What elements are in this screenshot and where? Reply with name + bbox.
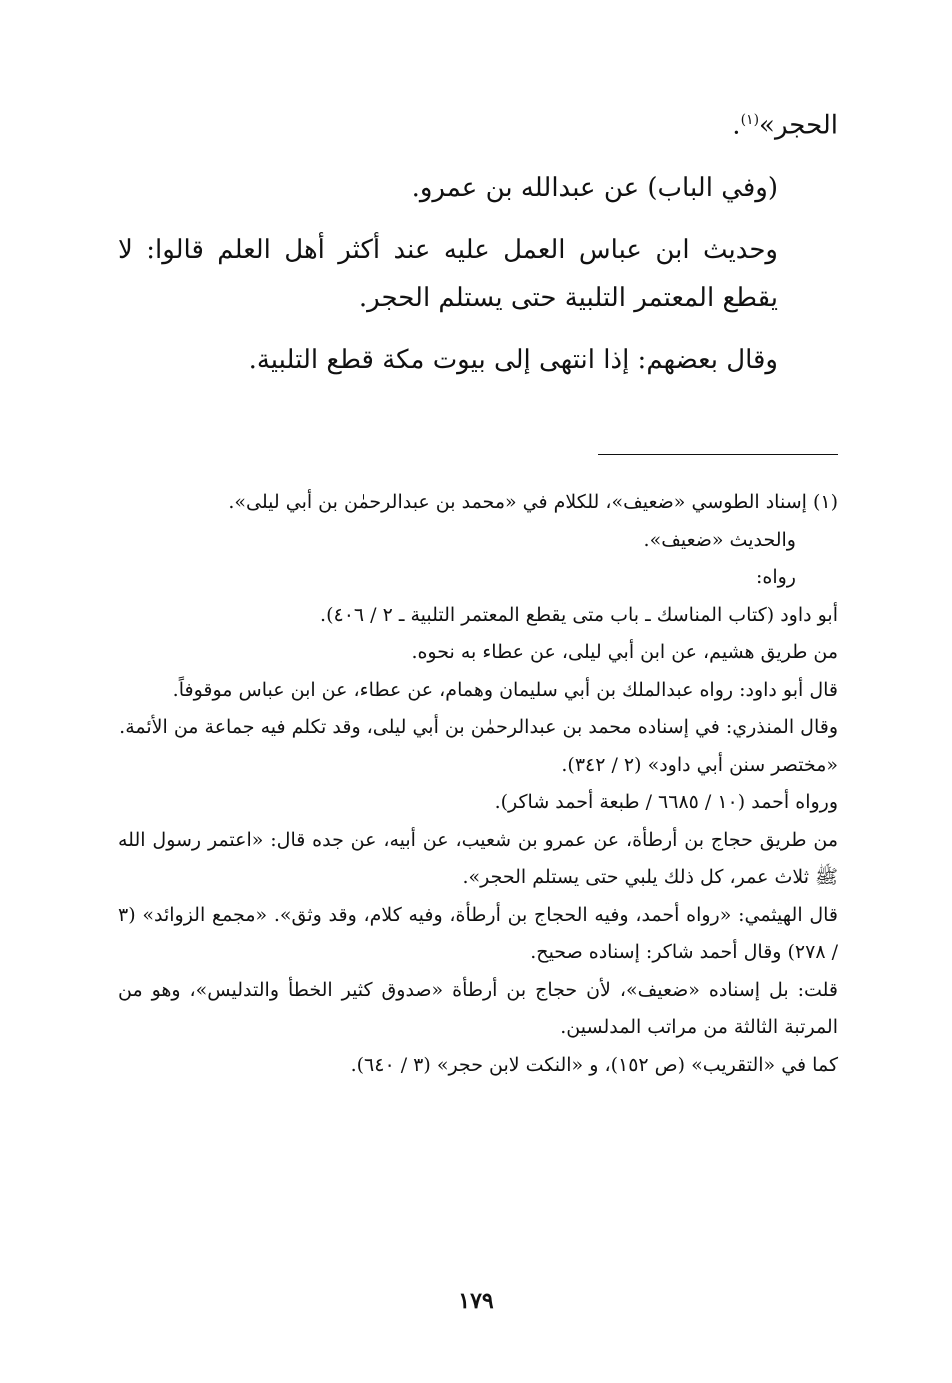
footnote-line: والحديث «ضعيف». [643,528,796,551]
footnote-line: قلت: بل إسناده «ضعيف»، لأن حجاج بن أرطأة «صدوق كثير الخطأ والتدليس»، وهو من المرتبة الثالثة من مراتب المدلسين. [118,978,838,1038]
footnote-line: من طريق هشيم، عن ابن أبي ليلى، عن عطاء به نحوه. [411,641,838,663]
main-text [118,96,838,384]
main-paragraph-qala: وقال بعضهم: إذا انتهى إلى بيوت مكة قطع التلبية. [248,344,778,375]
main-paragraph-bab: (وفي الباب) عن عبدالله بن عمرو. [411,172,778,203]
page-number: ١٧٩ [458,1288,494,1314]
footnote-divider [598,454,838,455]
main-line-1 [118,96,838,150]
main-line-1-end: . [732,110,741,141]
footnote-line: قال أبو داود: رواه عبدالملك بن أبي سليمان وهمام، عن عطاء، عن ابن عباس موقوفاً. [172,678,838,701]
footnote-line: من طريق حجاج بن أرطأة، عن عمرو بن شعيب، عن أبيه، عن جده قال: «اعتمر رسول الله ﷺ ثلاث عمر، كل ذلك يلبي حتى يستلم الحجر». [118,828,838,888]
footnote-marker: (١) [740,112,760,128]
footnote-line: كما في «التقريب» (ص ١٥٢)، و «النكت لابن حجر» (٣ / ٦٤٠). [350,1053,838,1076]
main-line-1-text: الحجر» [759,110,838,141]
footnotes [118,484,838,1084]
footnote-line: رواه: [756,566,796,588]
main-paragraph-hadith: وحديث ابن عباس العمل عليه عند أكثر أهل العلم قالوا: لا يقطع المعتمر التلبية حتى يستلم الحجر. [118,234,778,313]
footnote-line: (١) إسناد الطوسي «ضعيف»، للكلام في «محمد بن عبدالرحمٰن بن أبي ليلى». [228,491,838,513]
footnote-line: قال الهيثمي: «رواه أحمد، وفيه الحجاج بن أرطأة، وفيه كلام، وقد وثق». «مجمع الزوائد» (٣ / ٢٧٨) وقال أحمد شاكر: إسناده صحيح. [118,903,838,963]
footnote-line: ورواه أحمد (١٠ / ٦٦٨٥ / طبعة أحمد شاكر). [494,791,838,813]
footnote-line: وقال المنذري: في إسناده محمد بن عبدالرحمٰن بن أبي ليلى، وقد تكلم فيه جماعة من الأئمة. [119,716,838,738]
footnote-line: أبو داود (كتاب المناسك ـ باب متى يقطع المعتمر التلبية ـ ٢ / ٤٠٦). [320,603,838,626]
footnote-line: «مختصر سنن أبي داود» (٢ / ٣٤٢). [561,753,838,776]
